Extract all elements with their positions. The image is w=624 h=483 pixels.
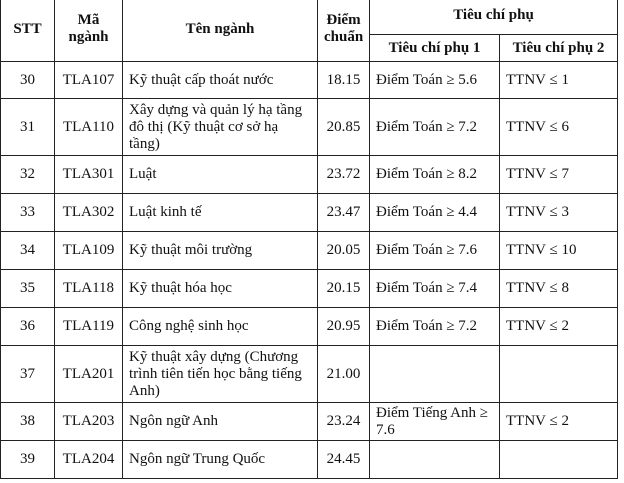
cell-tieu-chi-phu-1: Điểm Toán ≥ 7.2 <box>370 308 500 346</box>
cell-ma-nganh: TLA203 <box>55 403 123 441</box>
cell-diem-chuan: 20.95 <box>318 308 370 346</box>
cell-tieu-chi-phu-2: TTNV ≤ 7 <box>500 156 618 194</box>
cell-diem-chuan: 20.15 <box>318 270 370 308</box>
cell-tieu-chi-phu-2 <box>500 441 618 479</box>
cell-ten-nganh: Xây dựng và quản lý hạ tầng đô thị (Kỹ thuật cơ sở hạ tầng) <box>123 99 318 156</box>
cell-diem-chuan: 20.05 <box>318 232 370 270</box>
cell-ma-nganh: TLA109 <box>55 232 123 270</box>
cell-stt: 35 <box>1 270 55 308</box>
header-tieu-chi-phu-2: Tiêu chí phụ 2 <box>500 35 618 62</box>
cell-ma-nganh: TLA204 <box>55 441 123 479</box>
cell-diem-chuan: 23.24 <box>318 403 370 441</box>
cell-ma-nganh: TLA201 <box>55 346 123 403</box>
cell-ma-nganh: TLA302 <box>55 194 123 232</box>
table-row <box>1 346 618 403</box>
table-row <box>1 232 618 270</box>
cell-tieu-chi-phu-2: TTNV ≤ 8 <box>500 270 618 308</box>
table-row <box>1 99 618 156</box>
cell-tieu-chi-phu-1: Điểm Toán ≥ 8.2 <box>370 156 500 194</box>
cell-tieu-chi-phu-1: Điểm Toán ≥ 7.6 <box>370 232 500 270</box>
cell-ten-nganh: Công nghệ sinh học <box>123 308 318 346</box>
cell-stt: 32 <box>1 156 55 194</box>
cell-ten-nganh: Ngôn ngữ Trung Quốc <box>123 441 318 479</box>
cell-ten-nganh: Luật <box>123 156 318 194</box>
cell-diem-chuan: 24.45 <box>318 441 370 479</box>
cell-tieu-chi-phu-2: TTNV ≤ 10 <box>500 232 618 270</box>
table-row <box>1 270 618 308</box>
table-row <box>1 441 618 479</box>
table-row <box>1 403 618 441</box>
cell-tieu-chi-phu-1: Điểm Toán ≥ 4.4 <box>370 194 500 232</box>
cell-tieu-chi-phu-2 <box>500 346 618 403</box>
cell-ma-nganh: TLA107 <box>55 62 123 99</box>
header-row-top <box>1 0 618 35</box>
cell-diem-chuan: 23.72 <box>318 156 370 194</box>
cell-diem-chuan: 20.85 <box>318 99 370 156</box>
cell-tieu-chi-phu-1 <box>370 441 500 479</box>
cell-ten-nganh: Kỹ thuật xây dựng (Chương trình tiên tiến học bằng tiếng Anh) <box>123 346 318 403</box>
cell-stt: 39 <box>1 441 55 479</box>
cell-tieu-chi-phu-2: TTNV ≤ 3 <box>500 194 618 232</box>
cell-tieu-chi-phu-2: TTNV ≤ 1 <box>500 62 618 99</box>
cell-stt: 36 <box>1 308 55 346</box>
cell-ten-nganh: Kỹ thuật môi trường <box>123 232 318 270</box>
table-header <box>1 0 618 62</box>
header-stt: STT <box>1 0 55 62</box>
header-tieu-chi-phu-1: Tiêu chí phụ 1 <box>370 35 500 62</box>
cell-diem-chuan: 21.00 <box>318 346 370 403</box>
cell-ten-nganh: Ngôn ngữ Anh <box>123 403 318 441</box>
table-row <box>1 194 618 232</box>
cell-tieu-chi-phu-1 <box>370 346 500 403</box>
table-row <box>1 62 618 99</box>
cell-tieu-chi-phu-1: Điểm Toán ≥ 7.4 <box>370 270 500 308</box>
cell-tieu-chi-phu-1: Điểm Tiếng Anh ≥ 7.6 <box>370 403 500 441</box>
cell-diem-chuan: 23.47 <box>318 194 370 232</box>
cell-ma-nganh: TLA119 <box>55 308 123 346</box>
cell-tieu-chi-phu-2: TTNV ≤ 6 <box>500 99 618 156</box>
cell-ma-nganh: TLA301 <box>55 156 123 194</box>
header-diem-chuan: Điểm chuẩn <box>318 0 370 62</box>
cell-tieu-chi-phu-1: Điểm Toán ≥ 5.6 <box>370 62 500 99</box>
header-ma-nganh: Mã ngành <box>55 0 123 62</box>
cell-ten-nganh: Kỹ thuật hóa học <box>123 270 318 308</box>
cell-stt: 31 <box>1 99 55 156</box>
cell-stt: 30 <box>1 62 55 99</box>
cell-tieu-chi-phu-2: TTNV ≤ 2 <box>500 403 618 441</box>
cell-stt: 33 <box>1 194 55 232</box>
header-tieu-chi-phu: Tiêu chí phụ <box>370 0 618 35</box>
cell-ten-nganh: Kỹ thuật cấp thoát nước <box>123 62 318 99</box>
cell-stt: 38 <box>1 403 55 441</box>
cell-ma-nganh: TLA110 <box>55 99 123 156</box>
table-row <box>1 308 618 346</box>
table-body <box>1 62 618 479</box>
cell-tieu-chi-phu-1: Điểm Toán ≥ 7.2 <box>370 99 500 156</box>
cell-ma-nganh: TLA118 <box>55 270 123 308</box>
cell-tieu-chi-phu-2: TTNV ≤ 2 <box>500 308 618 346</box>
cell-stt: 34 <box>1 232 55 270</box>
table-row <box>1 156 618 194</box>
cell-stt: 37 <box>1 346 55 403</box>
cell-ten-nganh: Luật kinh tế <box>123 194 318 232</box>
cell-diem-chuan: 18.15 <box>318 62 370 99</box>
header-ten-nganh: Tên ngành <box>123 0 318 62</box>
